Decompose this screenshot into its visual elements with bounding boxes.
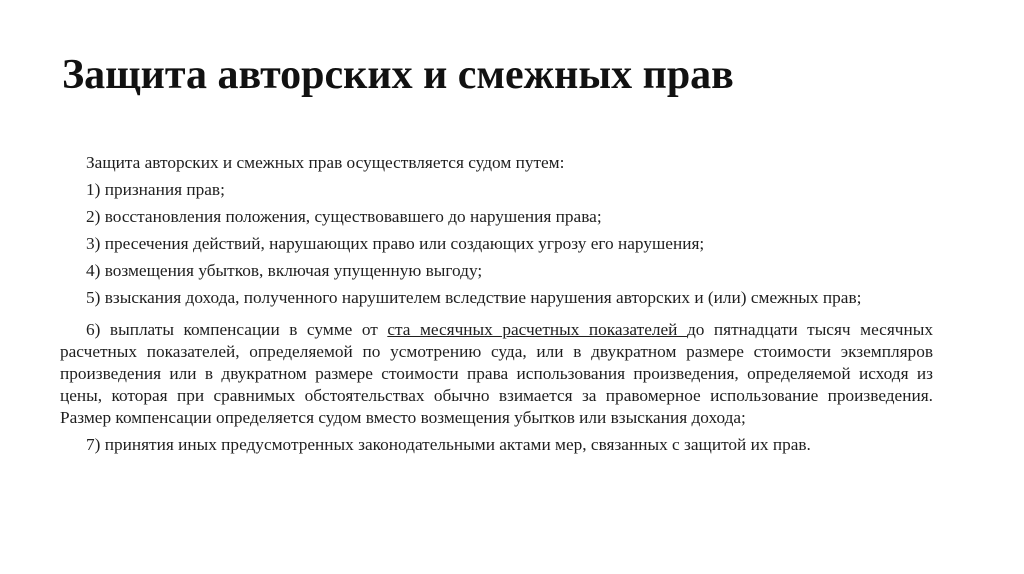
list-item-3: 3) пресечения действий, нарушающих право или создающих угрозу его нарушения; <box>86 234 705 253</box>
list-item-7: 7) принятия иных предусмотренных законодательными актами мер, связанных с защитой их прав. <box>86 435 811 454</box>
mrp-underlined-text: ста месячных расчетных показателей <box>387 320 687 339</box>
list-item-4: 4) возмещения убытков, включая упущенную выгоду; <box>86 261 483 280</box>
list-item-6-end: до пятнадцати тысяч месячных расчетных показателей, определяемой по усмотрению суда, или в двукратном размере стоимости экземпляров произведения или в двукратном размере стоимости права использования произведения, определяемой исходя из цены, которая при сравнимых обстоятельствах обычно взимается за правомерное использование произведения. Размер компенсации определяется судом вместо возмещения убытков или взыскания дохода; <box>60 320 933 427</box>
list-item-5: 5) взыскания дохода, полученного нарушителем вследствие нарушения авторских и (или) смежных прав; <box>86 288 862 307</box>
slide-title: Защита авторских и смежных прав <box>62 52 734 98</box>
list-item-6-start: 6) выплаты компенсации в сумме от <box>86 320 388 339</box>
intro-text: Защита авторских и смежных прав осуществляется судом путем: <box>86 153 565 172</box>
list-item-6 <box>60 319 933 429</box>
list-item-1: 1) признания прав; <box>86 180 225 199</box>
slide-body <box>60 152 933 461</box>
list-item-2: 2) восстановления положения, существовавшего до нарушения права; <box>86 207 602 226</box>
